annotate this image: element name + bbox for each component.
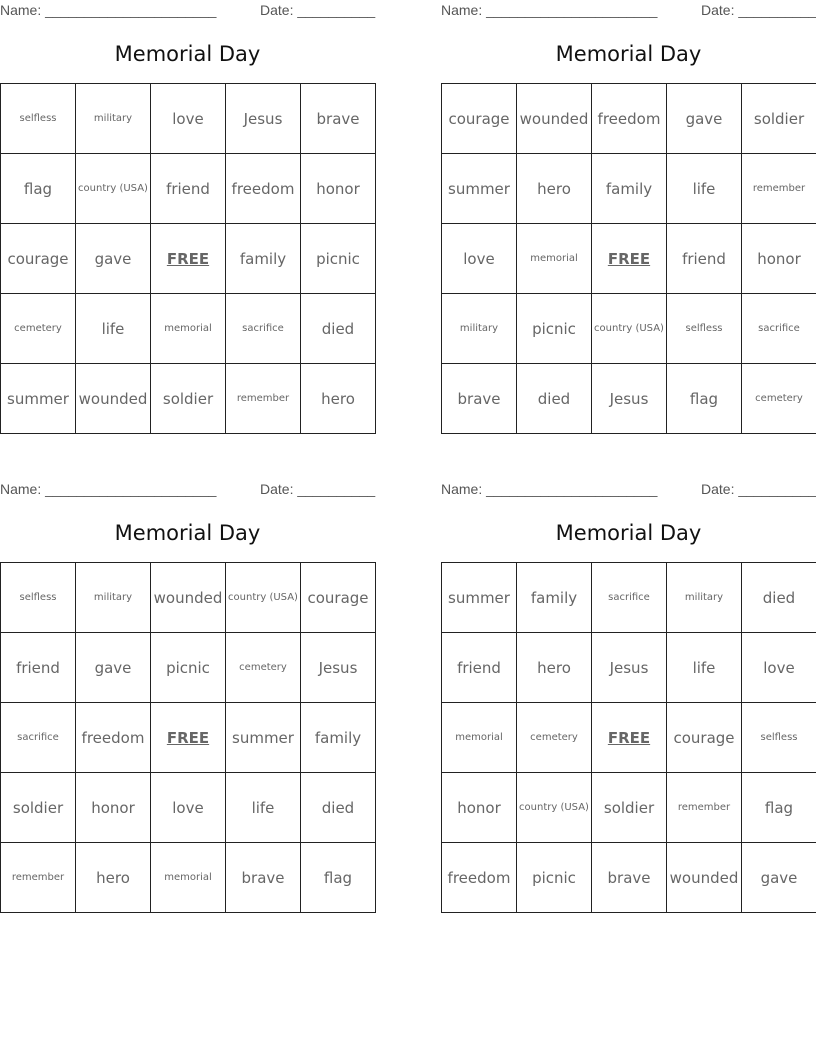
free-space-cell: FREE [151, 224, 226, 294]
word-cell: wounded [517, 84, 592, 154]
card-header [441, 481, 816, 499]
grid-row [1, 224, 376, 294]
bingo-card-4 [441, 479, 816, 919]
word-cell: gave [667, 84, 742, 154]
word-cell: summer [226, 703, 301, 773]
grid-row [442, 364, 816, 434]
word-cell: freedom [442, 843, 517, 913]
date-field: Date: __________ [260, 481, 376, 497]
word-cell: love [742, 633, 816, 703]
card-title: Memorial Day [114, 42, 261, 66]
word-cell: Jesus [226, 84, 301, 154]
word-cell: selfless [667, 294, 742, 364]
grid-row [442, 84, 816, 154]
grid-row [442, 703, 816, 773]
word-cell: wounded [151, 563, 226, 633]
word-cell: sacrifice [742, 294, 816, 364]
word-cell: brave [592, 843, 667, 913]
free-space-cell: FREE [592, 703, 667, 773]
bingo-card-2 [441, 0, 816, 440]
word-cell: soldier [151, 364, 226, 434]
word-cell: selfless [1, 563, 76, 633]
word-cell: cemetery [517, 703, 592, 773]
word-cell: family [517, 563, 592, 633]
word-cell: courage [442, 84, 517, 154]
name-field: Name: ______________________ [441, 2, 658, 18]
word-cell: soldier [1, 773, 76, 843]
word-cell: honor [301, 154, 376, 224]
grid-row [442, 154, 816, 224]
word-cell: picnic [517, 843, 592, 913]
bingo-grid [441, 83, 816, 434]
word-cell: courage [667, 703, 742, 773]
card-header [441, 2, 816, 20]
name-field: Name: ______________________ [0, 2, 217, 18]
word-cell: honor [742, 224, 816, 294]
word-cell: military [442, 294, 517, 364]
word-cell: military [76, 563, 151, 633]
word-cell: country (USA) [76, 154, 151, 224]
word-cell: cemetery [1, 294, 76, 364]
grid-row [442, 294, 816, 364]
word-cell: died [301, 294, 376, 364]
word-cell: hero [517, 154, 592, 224]
word-cell: hero [301, 364, 376, 434]
grid-row [442, 563, 816, 633]
grid-row [1, 294, 376, 364]
word-cell: memorial [151, 294, 226, 364]
word-cell: flag [301, 843, 376, 913]
word-cell: sacrifice [1, 703, 76, 773]
word-cell: gave [76, 633, 151, 703]
bingo-grid [441, 562, 816, 913]
word-cell: Jesus [301, 633, 376, 703]
word-cell: honor [442, 773, 517, 843]
word-cell: hero [517, 633, 592, 703]
grid-row [1, 364, 376, 434]
word-cell: memorial [151, 843, 226, 913]
word-cell: family [226, 224, 301, 294]
word-cell: selfless [742, 703, 816, 773]
word-cell: life [226, 773, 301, 843]
grid-row [1, 563, 376, 633]
word-cell: honor [76, 773, 151, 843]
word-cell: flag [667, 364, 742, 434]
word-cell: love [151, 84, 226, 154]
word-cell: flag [742, 773, 816, 843]
word-cell: friend [151, 154, 226, 224]
word-cell: summer [1, 364, 76, 434]
word-cell: cemetery [742, 364, 816, 434]
word-cell: country (USA) [592, 294, 667, 364]
bingo-grid [0, 562, 376, 913]
free-space-cell: FREE [151, 703, 226, 773]
date-field: Date: __________ [260, 2, 376, 18]
word-cell: died [517, 364, 592, 434]
word-cell: life [667, 154, 742, 224]
word-cell: remember [667, 773, 742, 843]
grid-row [442, 843, 816, 913]
name-field: Name: ______________________ [441, 481, 658, 497]
word-cell: gave [742, 843, 816, 913]
word-cell: remember [1, 843, 76, 913]
word-cell: courage [301, 563, 376, 633]
grid-row [442, 224, 816, 294]
word-cell: freedom [76, 703, 151, 773]
word-cell: family [301, 703, 376, 773]
grid-row [1, 633, 376, 703]
word-cell: summer [442, 563, 517, 633]
card-title: Memorial Day [114, 521, 261, 545]
word-cell: military [76, 84, 151, 154]
word-cell: courage [1, 224, 76, 294]
word-cell: hero [76, 843, 151, 913]
word-cell: memorial [517, 224, 592, 294]
bingo-card-3 [0, 479, 375, 919]
word-cell: died [742, 563, 816, 633]
word-cell: memorial [442, 703, 517, 773]
word-cell: country (USA) [517, 773, 592, 843]
word-cell: friend [1, 633, 76, 703]
word-cell: freedom [592, 84, 667, 154]
word-cell: gave [76, 224, 151, 294]
bingo-grid [0, 83, 376, 434]
word-cell: picnic [301, 224, 376, 294]
grid-row [1, 84, 376, 154]
grid-row [442, 633, 816, 703]
card-title: Memorial Day [555, 42, 702, 66]
word-cell: friend [442, 633, 517, 703]
word-cell: cemetery [226, 633, 301, 703]
word-cell: picnic [151, 633, 226, 703]
word-cell: Jesus [592, 364, 667, 434]
word-cell: remember [742, 154, 816, 224]
grid-row [1, 773, 376, 843]
date-field: Date: __________ [701, 2, 816, 18]
word-cell: love [442, 224, 517, 294]
word-cell: brave [226, 843, 301, 913]
word-cell: selfless [1, 84, 76, 154]
word-cell: wounded [667, 843, 742, 913]
grid-row [1, 843, 376, 913]
word-cell: life [667, 633, 742, 703]
card-header [0, 481, 375, 499]
free-space-cell: FREE [592, 224, 667, 294]
word-cell: sacrifice [592, 563, 667, 633]
word-cell: brave [301, 84, 376, 154]
word-cell: picnic [517, 294, 592, 364]
card-header [0, 2, 375, 20]
word-cell: country (USA) [226, 563, 301, 633]
card-title: Memorial Day [555, 521, 702, 545]
name-field: Name: ______________________ [0, 481, 217, 497]
word-cell: military [667, 563, 742, 633]
word-cell: soldier [742, 84, 816, 154]
word-cell: love [151, 773, 226, 843]
grid-row [1, 154, 376, 224]
word-cell: wounded [76, 364, 151, 434]
word-cell: remember [226, 364, 301, 434]
word-cell: family [592, 154, 667, 224]
word-cell: soldier [592, 773, 667, 843]
word-cell: freedom [226, 154, 301, 224]
word-cell: summer [442, 154, 517, 224]
word-cell: flag [1, 154, 76, 224]
word-cell: Jesus [592, 633, 667, 703]
word-cell: died [301, 773, 376, 843]
word-cell: friend [667, 224, 742, 294]
grid-row [442, 773, 816, 843]
date-field: Date: __________ [701, 481, 816, 497]
word-cell: life [76, 294, 151, 364]
bingo-card-1 [0, 0, 375, 440]
word-cell: sacrifice [226, 294, 301, 364]
word-cell: brave [442, 364, 517, 434]
grid-row [1, 703, 376, 773]
